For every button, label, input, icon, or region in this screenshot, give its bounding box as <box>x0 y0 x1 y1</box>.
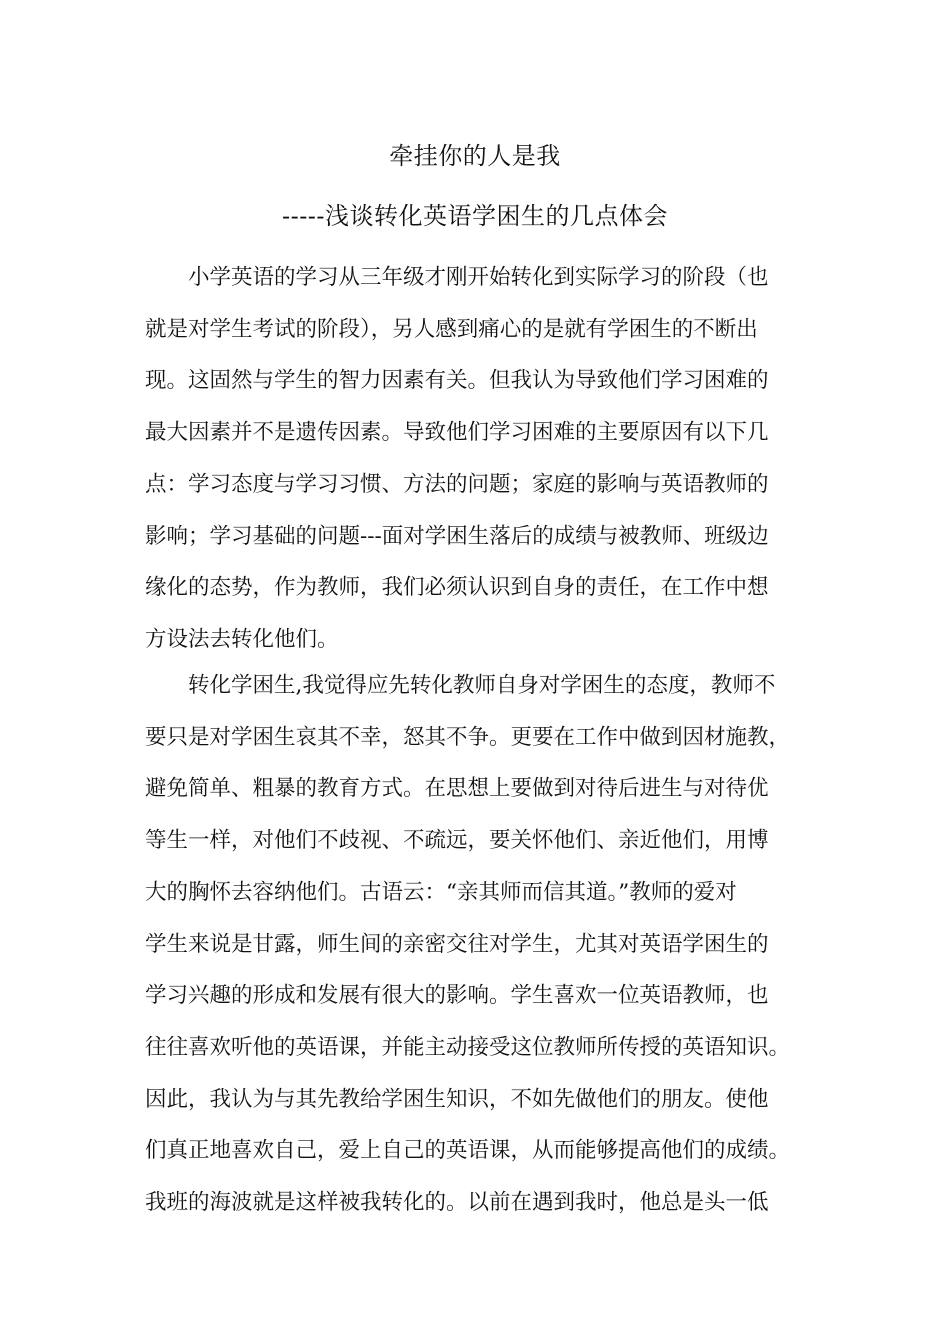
paragraph-2 <box>145 660 810 1229</box>
paragraph-line: 往往喜欢听他的英语课，并能主动接受这位教师所传授的英语知识。 <box>145 1034 791 1060</box>
paragraph-line: 因此，我认为与其先教给学困生知识，不如先做他们的朋友。使他 <box>145 1086 769 1112</box>
paragraph-line: 点：学习态度与学习习惯、方法的问题；家庭的影响与英语教师的 <box>145 471 769 497</box>
paragraph-line: 影响；学习基础的问题---面对学困生落后的成绩与被教师、班级边 <box>145 523 769 549</box>
paragraph-line: 我班的海波就是这样被我转化的。以前在遇到我时，他总是头一低 <box>145 1190 769 1216</box>
paragraph-line: 学生来说是甘露，师生间的亲密交往对学生，尤其对英语学困生的 <box>145 931 769 957</box>
paragraph-line: 现。这固然与学生的智力因素有关。但我认为导致他们学习困难的 <box>145 368 769 394</box>
paragraph-line: 转化学困生,我觉得应先转化教师自身对学困生的态度，教师不 <box>188 673 776 698</box>
paragraph-1 <box>145 252 810 666</box>
paragraph-line: 就是对学生考试的阶段），另人感到痛心的是就有学困生的不断出 <box>145 316 758 342</box>
paragraph-line: 方设法去转化他们。 <box>145 626 339 652</box>
document-subtitle: -----浅谈转化英语学困生的几点体会 <box>281 202 669 230</box>
paragraph-line: 小学英语的学习从三年级才刚开始转化到实际学习的阶段（也 <box>188 265 769 290</box>
paragraph-line: 学习兴趣的形成和发展有很大的影响。学生喜欢一位英语教师，也 <box>145 983 769 1009</box>
paragraph-line: 缘化的态势，作为教师，我们必须认识到自身的责任，在工作中想 <box>145 575 769 601</box>
paragraph-line: 们真正地喜欢自己，爱上自己的英语课，从而能够提高他们的成绩。 <box>145 1138 791 1164</box>
paragraph-line: 要只是对学困生哀其不幸，怒其不争。更要在工作中做到因材施教， <box>145 724 791 750</box>
paragraph-line: 等生一样，对他们不歧视、不疏远，要关怀他们、亲近他们，用博 <box>145 828 769 854</box>
document-title: 牵挂你的人是我 <box>389 142 561 170</box>
paragraph-line: 避免简单、粗暴的教育方式。在思想上要做到对待后进生与对待优 <box>145 776 769 802</box>
paragraph-line: 大的胸怀去容纳他们。古语云：“亲其师而信其道。”教师的爱对 <box>145 879 737 905</box>
paragraph-line: 最大因素并不是遗传因素。导致他们学习困难的主要原因有以下几 <box>145 420 769 446</box>
